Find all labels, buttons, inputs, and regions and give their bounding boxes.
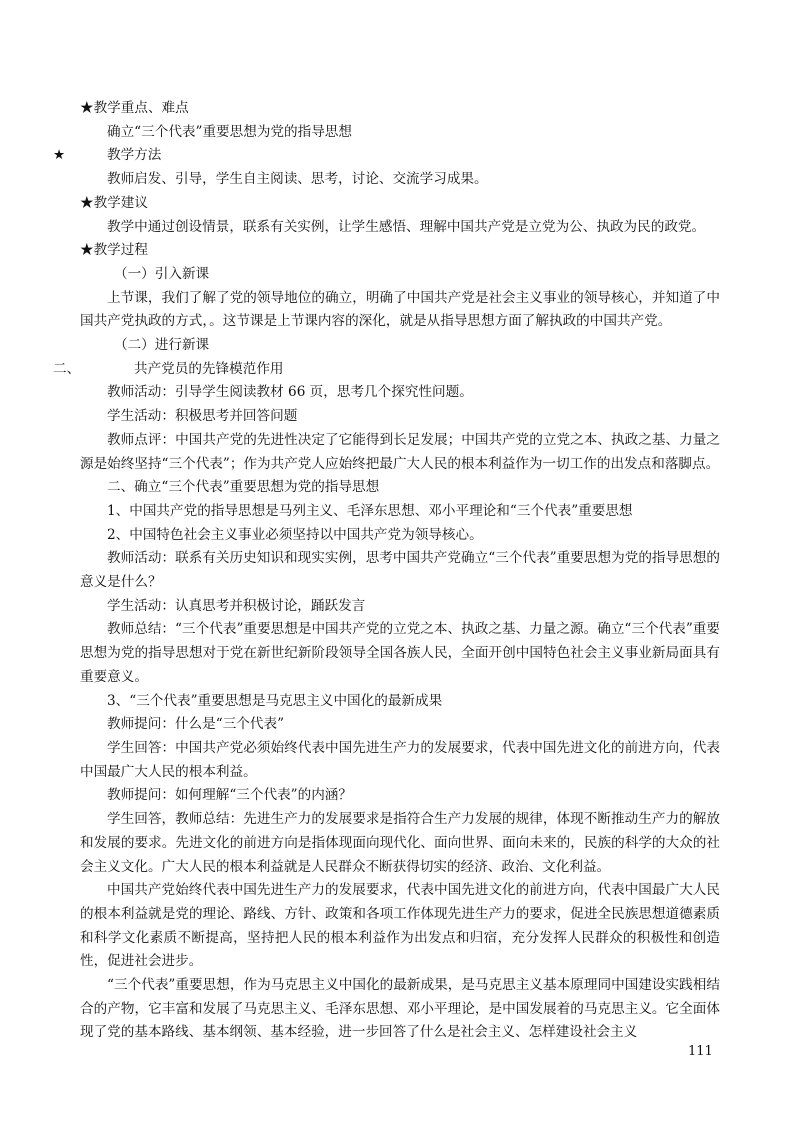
subheading-new-lesson: （二）进行新课: [114, 337, 210, 354]
student-answer-1: 学生回答：中国共产党必须始终代表中国先进生产力的发展要求，代表中国先进文化的前进方向，代表中国最广大人民的根本利益。: [80, 739, 720, 780]
point-3: 3、“三个代表”重要思想是马克思主义中国化的最新成果: [107, 692, 443, 709]
body-paragraph-2: “三个代表”重要思想，作为马克思主义中国化的最新成果，是马克思主义基本原理同中国建设实践相结合的产物，它丰富和发展了马克思主义、毛泽东思想、邓小平理论，是中国发展着的马克思主义。它全面体现了党的基本路线、基本纲领、基本经验，进一步回答了什么是社会主义、怎样建设社会主义: [80, 977, 720, 1041]
teacher-question-2: 教师提问：如何理解“三个代表”的内涵？: [107, 787, 352, 804]
subheading-intro: （一）引入新课: [114, 265, 210, 282]
focus-text: 确立“三个代表”重要思想为党的指导思想: [107, 123, 352, 140]
section-heading-three-represents: 二、确立“三个代表”重要思想为党的指导思想: [107, 479, 380, 496]
student-activity-1: 学生活动：积极思考并回答问题: [107, 408, 298, 425]
heading-teaching-method-label: 教学方法: [107, 147, 162, 164]
intro-paragraph: 上节课，我们了解了党的领导地位的确立，明确了中国共产党是社会主义事业的领导核心，并知道了中国共产党执政的方式，。这节课是上节课内容的深化，就是从指导思想方面了解执政的中国共产党。: [80, 289, 720, 330]
teacher-summary-1: 教师总结：“三个代表”重要思想是中国共产党的立党之本、执政之基、力量之源。确立“三个代表”重要思想为党的指导思想对于党在新世纪新阶段领导全国各族人民，全面开创中国特色社会主义事业新局面具有重要意义。: [80, 621, 720, 685]
point-1: 1、中国共产党的指导思想是马列主义、毛泽东思想、邓小平理论和“三个代表”重要思想: [107, 502, 633, 519]
student-answer-2: 学生回答，教师总结：先进生产力的发展要求是指符合生产力发展的规律，体现不断推动生产力的解放和发展的要求。先进文化的前进方向是指体现面向现代化、面向世界、面向未来的，民族的科学的大众的社会主义文化。广大人民的根本利益就是人民群众不断获得切实的经济、政治、文化利益。: [80, 811, 720, 875]
teacher-activity-2: 教师活动：联系有关历史知识和现实实例，思考中国共产党确立“三个代表”重要思想为党的指导思想的意义是什么？: [80, 550, 720, 591]
section-two-title: 共产党员的先锋模范作用: [134, 360, 284, 377]
star-icon: ★: [53, 147, 66, 164]
page-number: 111: [688, 1044, 713, 1059]
heading-teaching-focus: ★教学重点、难点: [80, 100, 189, 116]
heading-teaching-advice: ★教学建议: [80, 194, 148, 211]
section-two-number: 二、: [53, 360, 81, 377]
section-two-heading: [53, 358, 720, 382]
heading-teaching-process: ★教学过程: [80, 242, 148, 259]
body-paragraph-1: 中国共产党始终代表中国先进生产力的发展要求，代表中国先进文化的前进方向，代表中国最广大人民的根本利益就是党的理论、路线、方针、政策和各项工作体现先进生产力的要求，促进全民族思想道德素质和科学文化素质不断提高，坚持把人民的根本利益作为出发点和归宿，充分发挥人民群众的积极性和创造性，促进社会进步。: [80, 882, 720, 970]
point-2: 2、中国特色社会主义事业必须坚持以中国共产党为领导核心。: [107, 526, 483, 543]
student-activity-2: 学生活动：认真思考并积极讨论，踊跃发言: [107, 597, 366, 614]
method-text: 教师启发、引导，学生自主阅读、思考，讨论、交流学习成果。: [107, 171, 488, 188]
advice-text: 教学中通过创设情景，联系有关实例，让学生感悟、理解中国共产党是立党为公、执政为民的政党。: [107, 218, 706, 235]
heading-teaching-method: [53, 144, 720, 168]
teacher-question-1: 教师提问：什么是“三个代表”: [107, 716, 285, 733]
teacher-activity-1: 教师活动：引导学生阅读教材 66 页，思考几个探究性问题。: [107, 384, 473, 401]
teacher-comment: 教师点评：中国共产党的先进性决定了它能得到长足发展；中国共产党的立党之本、执政之基、力量之源是始终坚持“三个代表”；作为共产党人应始终把最广大人民的根本利益作为一切工作的出发点和落脚点。: [80, 431, 720, 472]
page-content: [53, 97, 720, 1045]
